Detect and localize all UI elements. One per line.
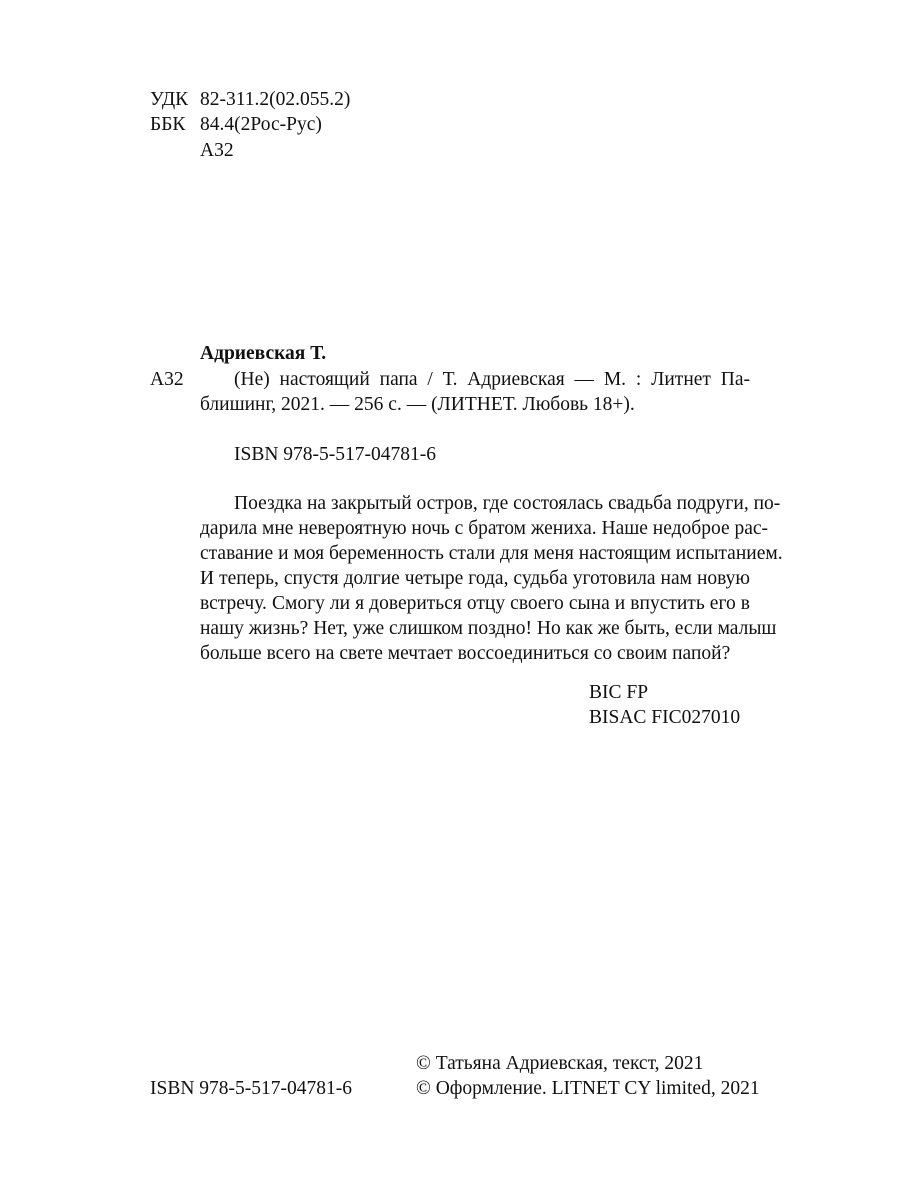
annotation-line: И теперь, спустя долгие четыре года, судьба уготовила нам новую	[200, 568, 750, 589]
author-mark-record: А32	[150, 369, 184, 390]
copyright-text: © Татьяна Адриевская, текст, 2021	[416, 1053, 704, 1074]
bbk-label: ББК	[150, 114, 186, 135]
annotation-line: дарила мне невероятную ночь с братом жениха. Наше недоброе рас-	[200, 518, 769, 539]
author-heading: Адриевская Т.	[200, 343, 327, 364]
copyright-design: © Оформление. LITNET CY limited, 2021	[416, 1078, 760, 1099]
bisac-code: BISAC FIC027010	[589, 707, 741, 728]
isbn-record: ISBN 978-5-517-04781-6	[234, 444, 437, 465]
isbn-footer: ISBN 978-5-517-04781-6	[150, 1078, 353, 1099]
description-line-1: (Не) настоящий папа / Т. Адриевская — М. : Литнет Па-	[234, 369, 750, 390]
udk-label: УДК	[150, 89, 189, 110]
annotation-line: ставание и моя беременность стали для меня настоящим испытанием.	[200, 543, 783, 564]
annotation-line: Поездка на закрытый остров, где состоялась свадьба подруги, по-	[234, 493, 781, 514]
bic-code: BIC FP	[589, 682, 649, 703]
bbk-value: 84.4(2Рос-Рус)	[200, 114, 322, 135]
bbk-row	[150, 112, 322, 137]
udk-row	[150, 87, 350, 112]
annotation-line: больше всего на свете мечтает воссоединиться со своим папой?	[200, 643, 731, 664]
author-mark-top: А32	[200, 140, 234, 161]
annotation-line: встречу. Смогу ли я довериться отцу своего сына и впустить его в	[200, 593, 750, 614]
udk-value: 82-311.2(02.055.2)	[200, 89, 351, 110]
annotation-line: нашу жизнь? Нет, уже слишком поздно! Но как же быть, если малыш	[200, 618, 777, 639]
description-line-2: блишинг, 2021. — 256 с. — (ЛИТНЕТ. Любовь 18+).	[200, 394, 635, 415]
